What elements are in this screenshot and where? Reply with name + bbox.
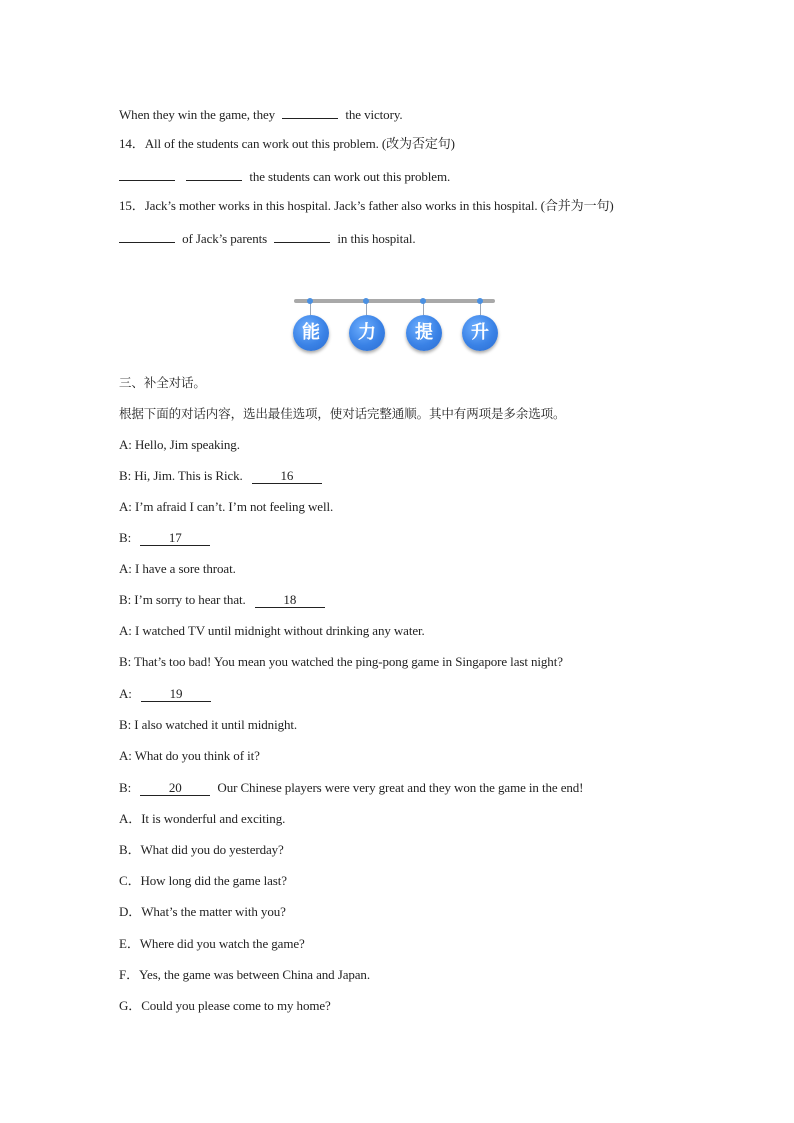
- speaker: A:: [119, 499, 132, 514]
- banner-badge: 提: [406, 315, 442, 351]
- dialogue-line: [119, 529, 210, 547]
- option-c[interactable]: [119, 872, 287, 890]
- speaker: A:: [119, 623, 132, 638]
- speaker: B:: [119, 654, 132, 669]
- dialogue-line: [119, 685, 211, 703]
- dialogue-text: What do you think of it?: [134, 748, 260, 763]
- banner-dot: [363, 298, 369, 304]
- question-14-text: 14．All of the students can work out this problem. (改为否定句): [119, 136, 455, 151]
- option-e[interactable]: [119, 935, 305, 953]
- question-15-answer-post: in this hospital.: [337, 231, 416, 246]
- dialogue-line: [119, 747, 260, 765]
- banner-dot: [477, 298, 483, 304]
- question-14-answer: [119, 166, 450, 184]
- dialogue-text: Our Chinese players were very great and they won the game in the end!: [217, 780, 584, 795]
- question-15-answer: [119, 228, 416, 246]
- option-text: What did you do yesterday?: [140, 842, 284, 857]
- dialogue-text: Hi, Jim. This is Rick.: [134, 468, 243, 483]
- option-d[interactable]: [119, 903, 286, 921]
- option-b[interactable]: [119, 841, 284, 859]
- answer-blank[interactable]: [186, 166, 242, 181]
- option-f[interactable]: [119, 966, 370, 984]
- answer-blank[interactable]: [119, 228, 175, 243]
- dialogue-line: [119, 591, 325, 609]
- speaker: B:: [119, 592, 132, 607]
- dialogue-text: I have a sore throat.: [134, 561, 236, 576]
- dialogue-text: I’m afraid I can’t. I’m not feeling well.: [134, 499, 334, 514]
- option-text: Where did you watch the game?: [139, 936, 305, 951]
- dialogue-text: That’s too bad! You mean you watched the ping-pong game in Singapore last night?: [134, 654, 563, 669]
- ability-banner: [290, 294, 500, 356]
- option-letter: B．: [119, 842, 141, 857]
- option-text: Could you please come to my home?: [141, 998, 331, 1013]
- answer-blank[interactable]: [119, 166, 175, 181]
- speaker: A:: [119, 561, 132, 576]
- question-14: [119, 135, 455, 153]
- option-a[interactable]: [119, 810, 285, 828]
- banner-badge: 能: [293, 315, 329, 351]
- dialogue-line: [119, 560, 236, 578]
- banner-badge: 升: [462, 315, 498, 351]
- dialogue-line: [119, 467, 322, 485]
- option-text: Yes, the game was between China and Japan.: [139, 967, 370, 982]
- dialogue-text: I watched TV until midnight without drinking any water.: [134, 623, 425, 638]
- option-letter: F．: [119, 967, 140, 982]
- option-text: It is wonderful and exciting.: [141, 811, 286, 826]
- banner-badge: 力: [349, 315, 385, 351]
- question-15: [119, 197, 614, 215]
- speaker: B:: [119, 780, 132, 795]
- option-letter: G．: [119, 998, 142, 1013]
- section-instruction: 根据下面的对话内容，选出最佳选项，使对话完整通顺。其中有两项是多余选项。: [119, 406, 566, 421]
- question-15-text: 15．Jack’s mother works in this hospital. Jack’s father also works in this hospital. (合并为一句): [119, 198, 614, 213]
- numbered-blank[interactable]: 17: [140, 530, 210, 546]
- sentence-victory-pre: When they win the game, they: [119, 107, 276, 122]
- banner-bar: [294, 299, 495, 303]
- question-14-answer-post: the students can work out this problem.: [249, 169, 451, 184]
- dialogue-text: Hello, Jim speaking.: [134, 437, 240, 452]
- question-15-answer-mid: of Jack’s parents: [182, 231, 268, 246]
- dialogue-line: [119, 653, 563, 671]
- speaker: B:: [119, 530, 132, 545]
- dialogue-text: I’m sorry to hear that.: [134, 592, 246, 607]
- dialogue-line: [119, 779, 583, 797]
- sentence-victory-post: the victory.: [345, 107, 403, 122]
- option-letter: C．: [119, 873, 141, 888]
- answer-blank[interactable]: [282, 104, 338, 119]
- option-letter: A．: [119, 811, 142, 826]
- dialogue-text: I also watched it until midnight.: [134, 717, 298, 732]
- speaker: A:: [119, 748, 132, 763]
- dialogue-line: [119, 436, 240, 454]
- numbered-blank[interactable]: 19: [141, 686, 211, 702]
- numbered-blank[interactable]: 18: [255, 592, 325, 608]
- speaker: B:: [119, 468, 132, 483]
- speaker: A:: [119, 686, 132, 701]
- dialogue-line: [119, 716, 297, 734]
- answer-blank[interactable]: [274, 228, 330, 243]
- speaker: A:: [119, 437, 132, 452]
- option-g[interactable]: [119, 997, 331, 1015]
- numbered-blank[interactable]: 20: [140, 780, 210, 796]
- banner-dot: [420, 298, 426, 304]
- sentence-victory: [119, 104, 403, 122]
- dialogue-line: [119, 498, 333, 516]
- numbered-blank[interactable]: 16: [252, 468, 322, 484]
- banner-dot: [307, 298, 313, 304]
- option-letter: E．: [119, 936, 140, 951]
- dialogue-line: [119, 622, 425, 640]
- section-title: 三、补全对话。: [119, 375, 206, 390]
- speaker: B:: [119, 717, 132, 732]
- option-letter: D．: [119, 904, 142, 919]
- option-text: What’s the matter with you?: [141, 904, 286, 919]
- option-text: How long did the game last?: [140, 873, 287, 888]
